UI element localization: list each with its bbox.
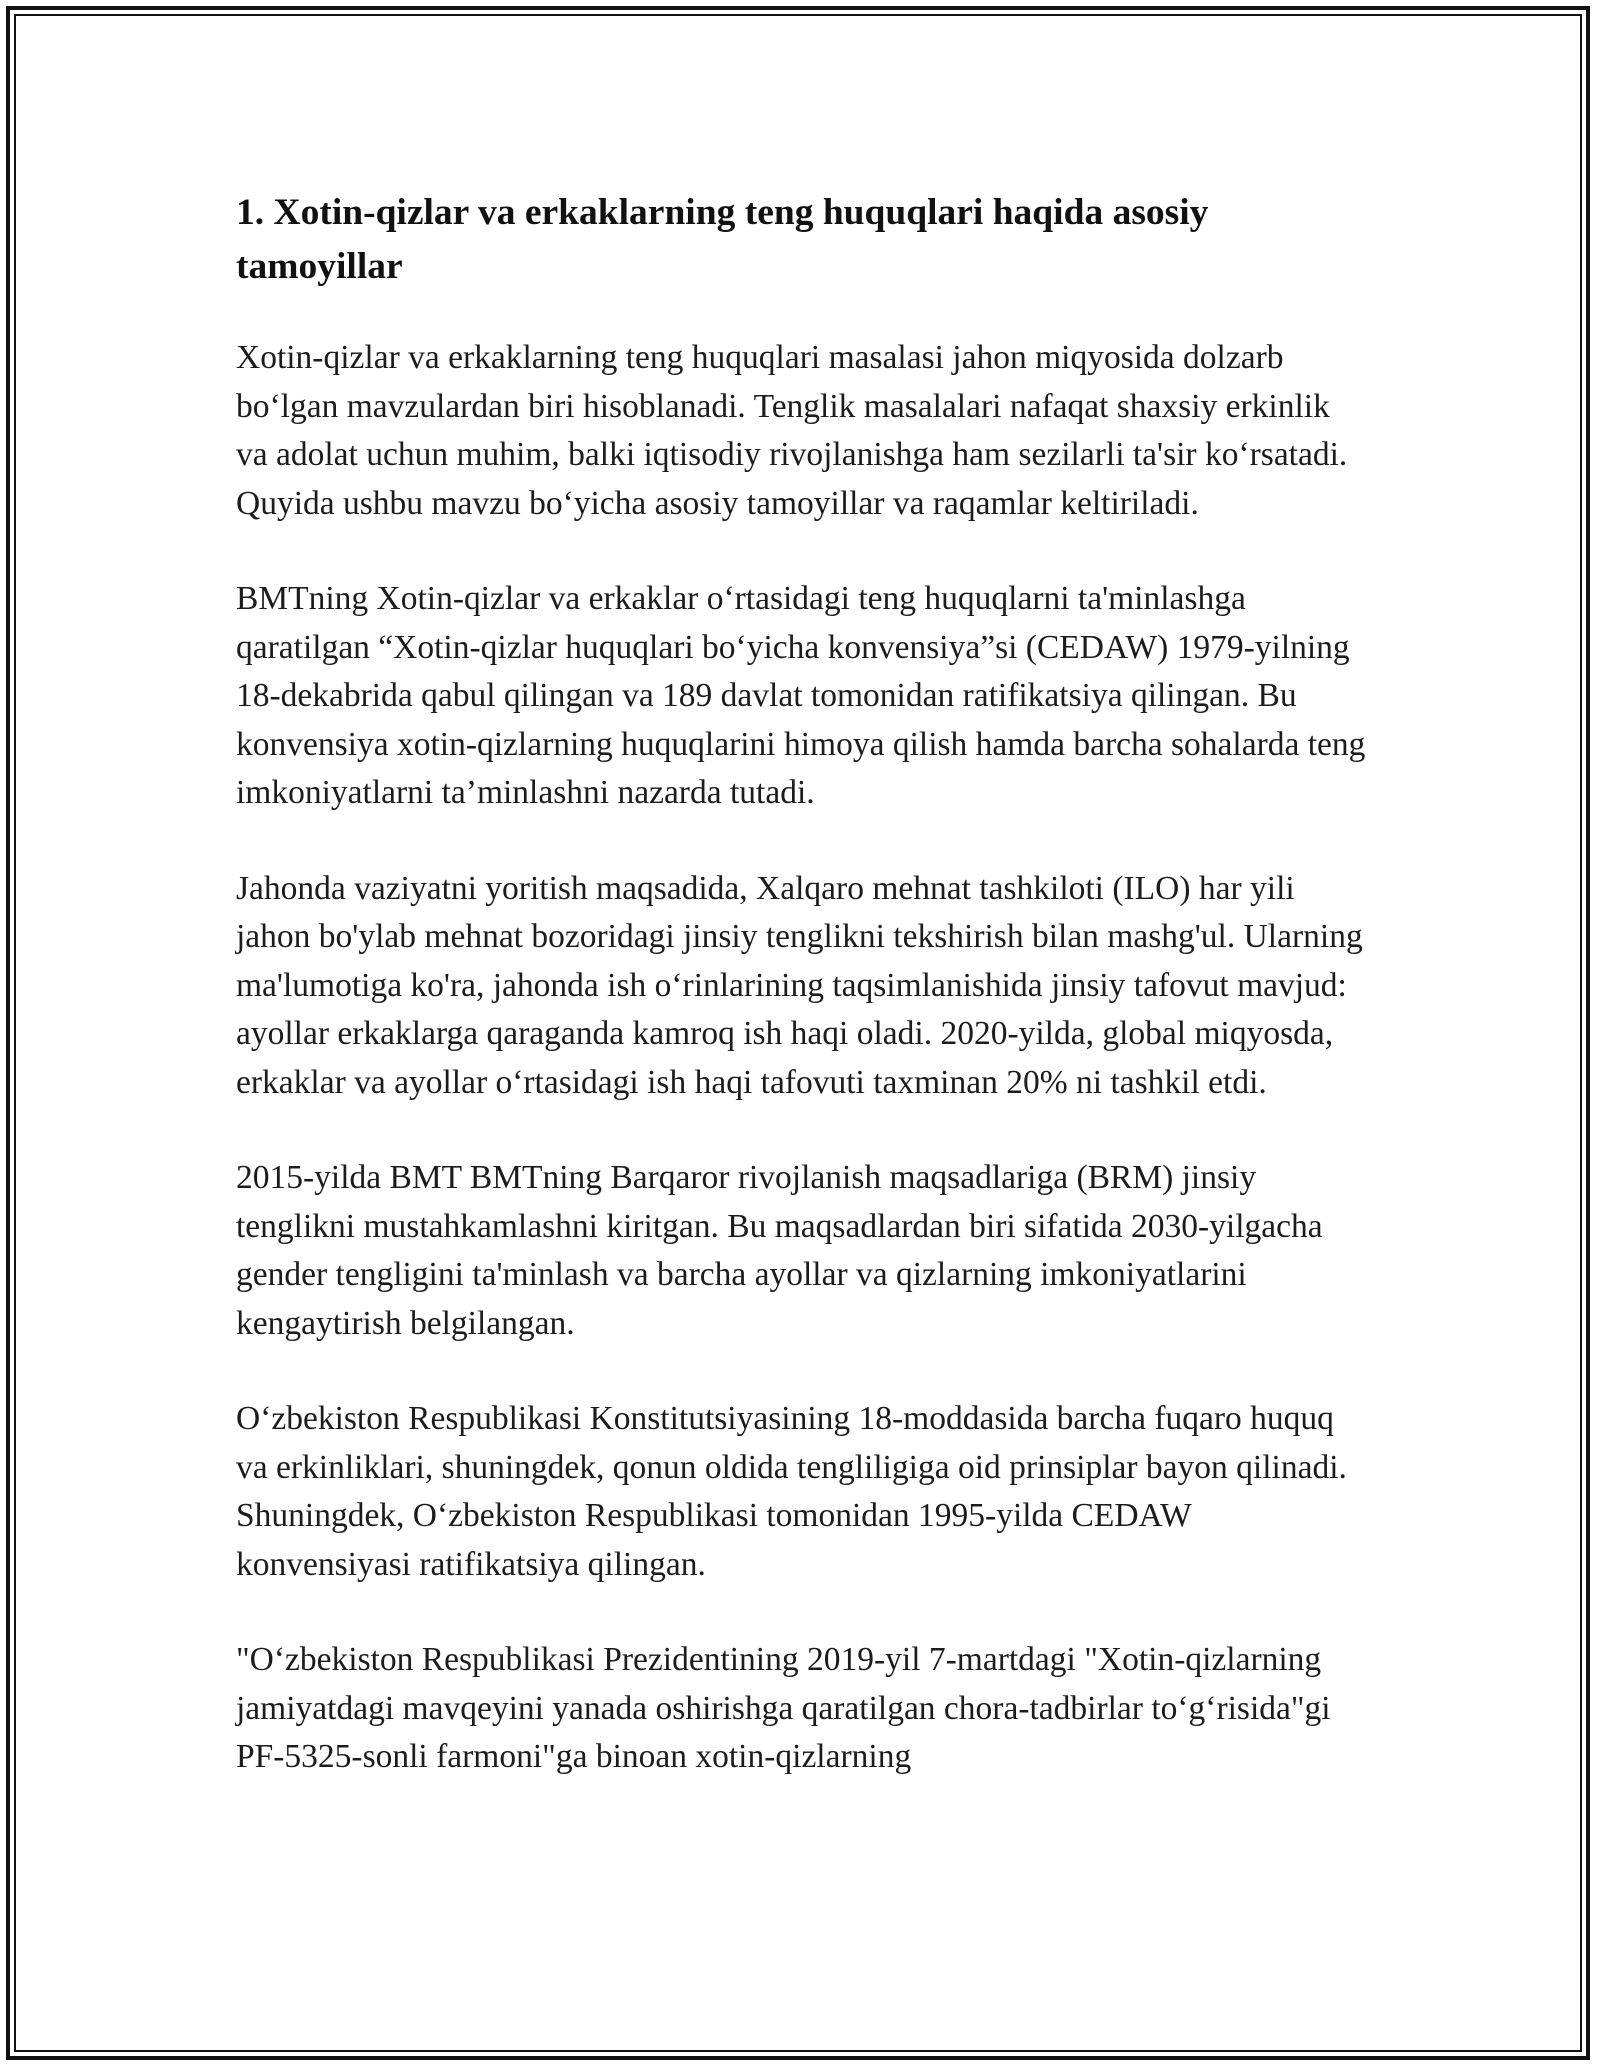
document-body [236, 186, 1366, 1829]
paragraph-ilo: Jahonda vaziyatni yoritish maqsadida, Xalqaro mehnat tashkiloti (ILO) har yili jahon bo'ylab mehnat bozoridagi jinsiy tenglikni tekshirish bilan mashg'ul. Ularning ma'lumotiga ko'ra, jahonda ish o‘rinlarining taqsimlanishida jinsiy tafovut mavjud: ayollar erkaklarga qaraganda kamroq ish haqi oladi. 2020-yilda, global miqyosda, erkaklar va ayollar o‘rtasidagi ish haqi tafovuti taxminan 20% ni tashkil etdi. [236, 869, 1363, 1101]
paragraph-cedaw: BMTning Xotin-qizlar va erkaklar o‘rtasidagi teng huquqlarni ta'minlashga qaratilgan “Xotin-qizlar huquqlari bo‘yicha konvensiya”si (CEDAW) 1979-yilning 18-dekabrida qabul qilingan va 189 davlat tomonidan ratifikatsiya qilingan. Bu konvensiya xotin-qizlarning huquqlarini himoya qilish hamda barcha sohalarda teng imkoniyatlarni ta’minlashni nazarda tutadi. [236, 580, 1366, 811]
paragraph-intro: Xotin-qizlar va erkaklarning teng huquqlari masalasi jahon miqyosida dolzarb bo‘lgan mavzulardan biri hisoblanadi. Tenglik masalalari nafaqat shaxsiy erkinlik va adolat uchun muhim, balki iqtisodiy rivojlanishga ham sezilarli ta'sir ko‘rsatadi. Quyida ushbu mavzu bo‘yicha asosiy tamoyillar va raqamlar keltiriladi. [236, 339, 1348, 522]
section-heading: 1. Xotin-qizlar va erkaklarning teng huquqlari haqida asosiy tamoyillar [236, 192, 1209, 287]
paragraph-decree: "O‘zbekiston Respublikasi Prezidentining 2019-yil 7-martdagi "Xotin-qizlarning jamiyatdagi mavqeyini yanada oshirishga qaratilgan chora-tadbirlar to‘g‘risida"gi PF-5325-sonli farmoni"ga binoan xotin-qizlarning [236, 1641, 1331, 1775]
paragraph-sdg: 2015-yilda BMT BMTning Barqaror rivojlanish maqsadlariga (BRM) jinsiy tenglikni mustahkamlashni kiritgan. Bu maqsadlardan biri sifatida 2030-yilgacha gender tengligini ta'minlash va barcha ayollar va qizlarning imkoniyatlarini kengaytirish belgilangan. [236, 1159, 1323, 1342]
paragraph-constitution: O‘zbekiston Respublikasi Konstitutsiyasining 18-moddasida barcha fuqaro huquq va erkinliklari, shuningdek, qonun oldida tengliligiga oid prinsiplar bayon qilinadi. Shuningdek, O‘zbekiston Respublikasi tomonidan 1995-yilda CEDAW konvensiyasi ratifikatsiya qilingan. [236, 1400, 1347, 1583]
